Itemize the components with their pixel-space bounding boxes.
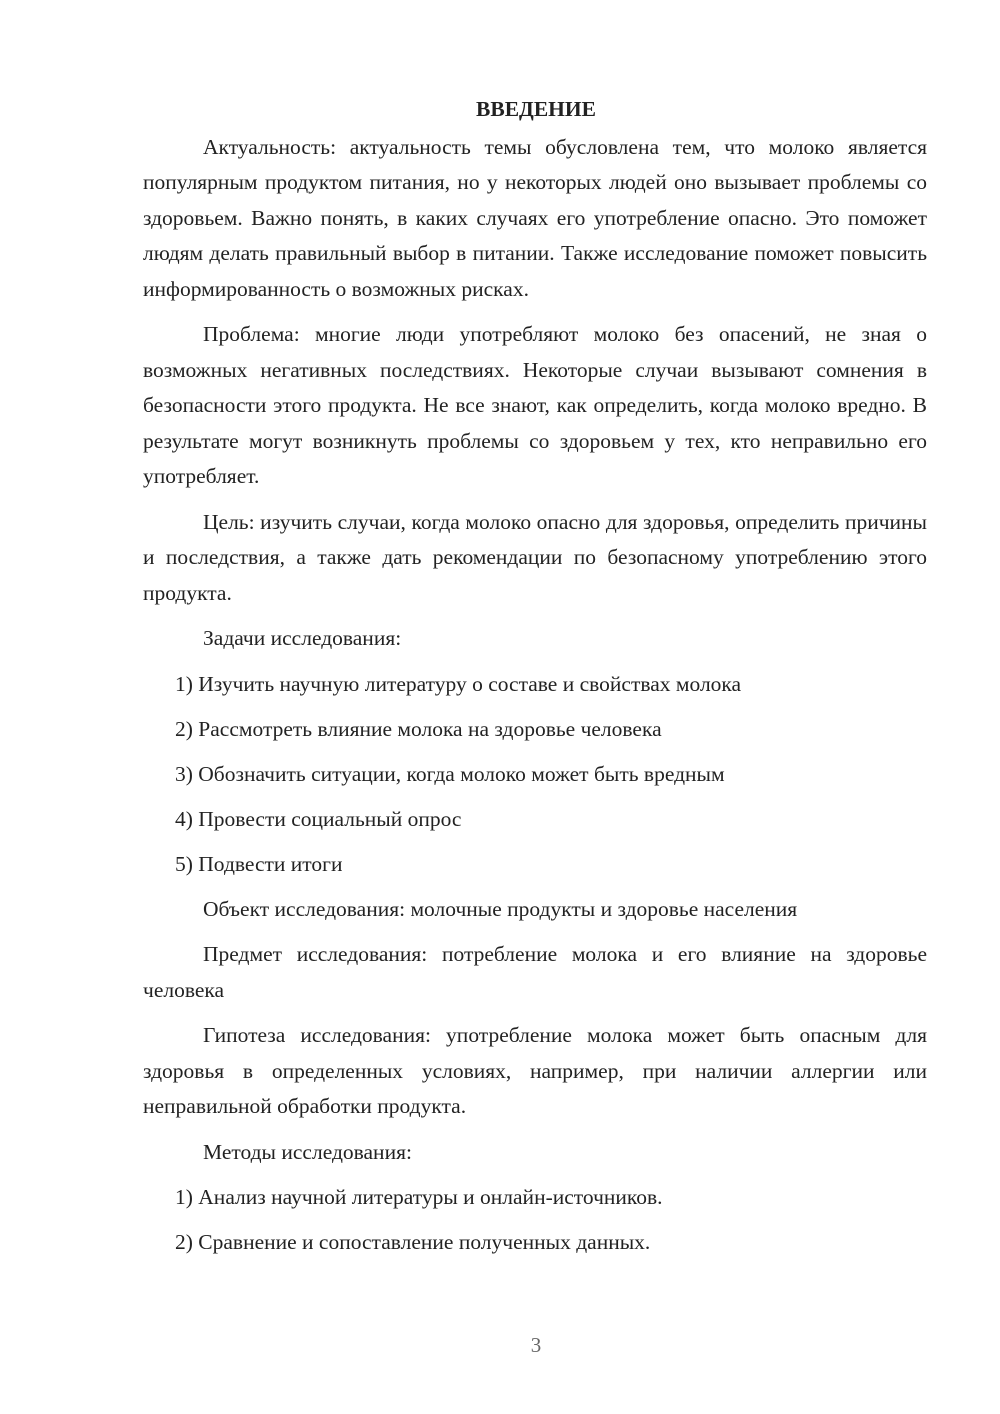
- list-item: 3) Обозначить ситуации, когда молоко может быть вредным: [175, 761, 725, 786]
- relevance-paragraph: Актуальность: актуальность темы обусловлена тем, что молоко является популярным продуктом питания, но у некоторых людей оно вызывает проблемы со здоровьем. Важно понять, в каких случаях его употребление опасно. Это поможет людям делать правильный выбор в питании. Также исследование поможет повысить информированность о возможных рисках.: [143, 134, 927, 301]
- methods-heading: Методы исследования:: [203, 1139, 412, 1164]
- page-number: 3: [530, 1333, 542, 1357]
- object-paragraph: Объект исследования: молочные продукты и здоровье населения: [203, 896, 798, 921]
- problem-paragraph: Проблема: многие люди употребляют молоко без опасений, не зная о возможных негативных последствиях. Некоторые случаи вызывают сомнения в безопасности этого продукта. Не все знают, как определить, когда молоко вредно. В результате могут возникнуть проблемы со здоровьем у тех, кто неправильно его употребляет.: [143, 322, 927, 488]
- list-item: 4) Провести социальный опрос: [175, 806, 462, 831]
- list-item: 1) Анализ научной литературы и онлайн-источников.: [175, 1185, 663, 1209]
- tasks-list: [143, 667, 927, 883]
- list-item: 2) Рассмотреть влияние молока на здоровье человека: [175, 716, 662, 741]
- section-title: ВВЕДЕНИЕ: [476, 97, 596, 121]
- subject-paragraph: Предмет исследования: потребление молока и его влияние на здоровье человека: [143, 942, 927, 1002]
- methods-list: [143, 1180, 927, 1261]
- tasks-heading: Задачи исследования:: [203, 626, 402, 650]
- list-item: 5) Подвести итоги: [175, 851, 343, 876]
- list-item: 2) Сравнение и сопоставление полученных данных.: [175, 1230, 651, 1254]
- list-item: 1) Изучить научную литературу о составе и свойствах молока: [175, 671, 742, 696]
- hypothesis-paragraph: Гипотеза исследования: употребление молока может быть опасным для здоровья в определенных условиях, например, при наличии аллергии или неправильной обработки продукта.: [143, 1023, 927, 1118]
- goal-paragraph: Цель: изучить случаи, когда молоко опасно для здоровья, определить причины и последствия, а также дать рекомендации по безопасному употреблению этого продукта.: [143, 509, 927, 605]
- page-content: [143, 92, 927, 1270]
